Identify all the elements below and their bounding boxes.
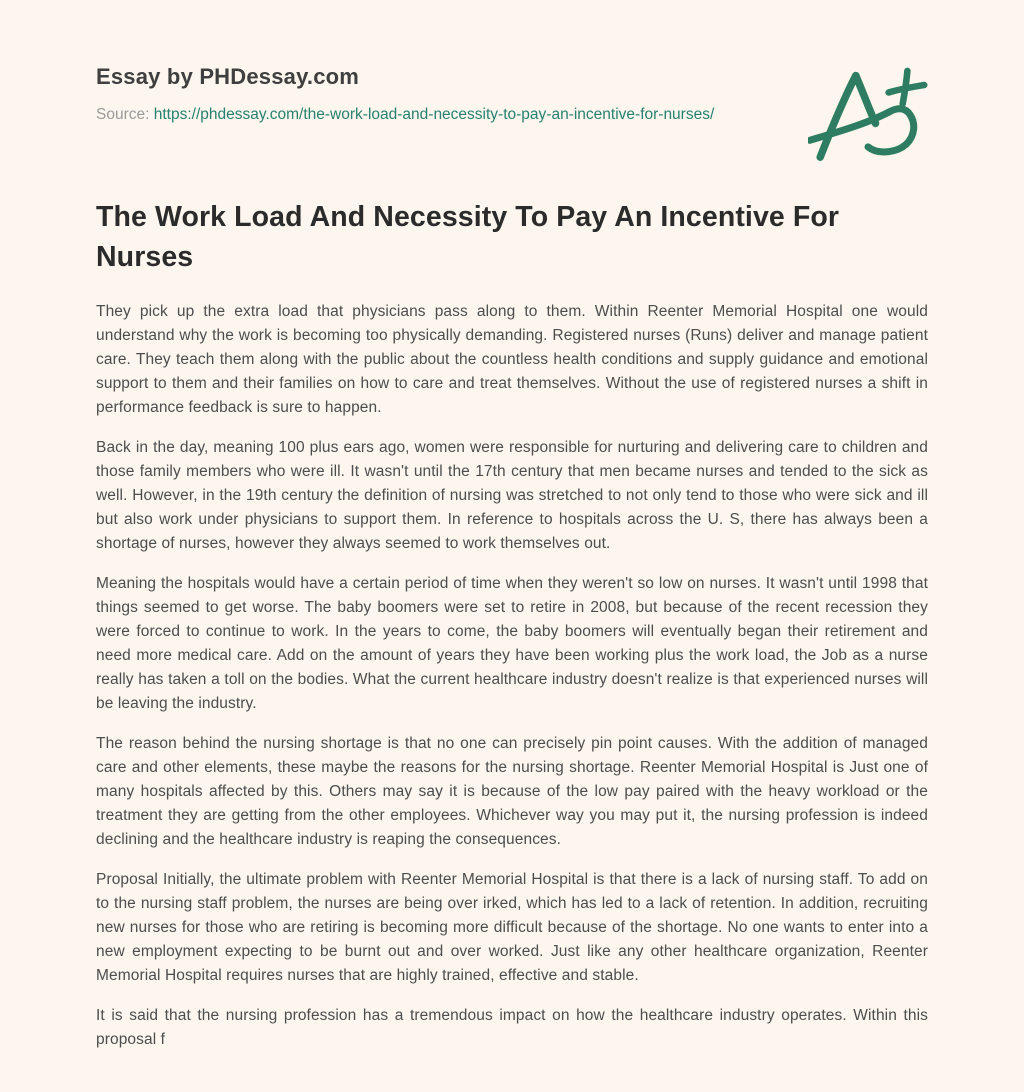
essay-body — [96, 300, 928, 1052]
essay-paragraph: It is said that the nursing profession has a tremendous impact on how the healthcare industry operates. Within this proposal f — [96, 1007, 928, 1048]
essay-title: The Work Load And Necessity To Pay An Incentive For Nurses — [96, 201, 840, 273]
source-line — [96, 103, 716, 127]
source-url-link[interactable]: https://phdessay.com/the-work-load-and-necessity-to-pay-an-incentive-for-nurses/ — [153, 106, 715, 123]
site-header-title: Essay by PHDessay.com — [96, 64, 360, 89]
source-label: Source: — [96, 106, 150, 123]
essay-paragraph: They pick up the extra load that physicians pass along to them. Within Reenter Memorial Hospital one would understand why the work is becoming too physically demanding. Registered nurses (Runs) deliver and manage patient care. They teach them along with the public about the countless health conditions and supply guidance and emotional support to them and their families on how to care and treat themselves. Without the use of registered nurses a shift in performance feedback is sure to happen. — [96, 303, 928, 416]
essay-paragraph: The reason behind the nursing shortage is that no one can precisely pin point causes. With the addition of managed care and other elements, these maybe the reasons for the nursing shortage. Reenter Memorial Hospital is Just one of many hospitals affected by this. Others may say it is because of the low pay paired with the heavy workload or the treatment they are getting from the other employees. Whichever way you may put it, the nursing profession is indeed declining and the healthcare industry is reaping the consequences. — [96, 735, 928, 848]
essay-paragraph: Proposal Initially, the ultimate problem with Reenter Memorial Hospital is that there is a lack of nursing staff. To add on to the nursing staff problem, the nurses are being over irked, which has led to a lack of retention. In addition, recruiting new nurses for those who are retiring is becoming more difficult because of the shortage. No one wants to enter into a new employment expecting to be burnt out and over worked. Just like any other healthcare organization, Reenter Memorial Hospital requires nurses that are highly trained, effective and stable. — [96, 871, 928, 984]
essay-paragraph: Meaning the hospitals would have a certain period of time when they weren't so low on nurses. It wasn't until 1998 that things seemed to get worse. The baby boomers were set to retire in 2008, but because of the recent recession they were forced to continue to work. In the years to come, the baby boomers will eventually began their retirement and need more medical care. Add on the amount of years they have been working plus the work load, the Job as a nurse really has taken a toll on the bodies. What the current healthcare industry doesn't realize is that experienced nurses will be leaving the industry. — [96, 575, 928, 712]
a-plus-logo-icon — [808, 64, 928, 166]
essay-paragraph: Back in the day, meaning 100 plus ears ago, women were responsible for nurturing and delivering care to children and those family members who were ill. It wasn't until the 17th century that men became nurses and tended to the sick as well. However, in the 19th century the definition of nursing was stretched to not only tend to those who were sick and ill but also work under physicians to support them. In reference to hospitals across the U. S, there has always been a shortage of nurses, however they always seemed to work themselves out. — [96, 439, 928, 552]
